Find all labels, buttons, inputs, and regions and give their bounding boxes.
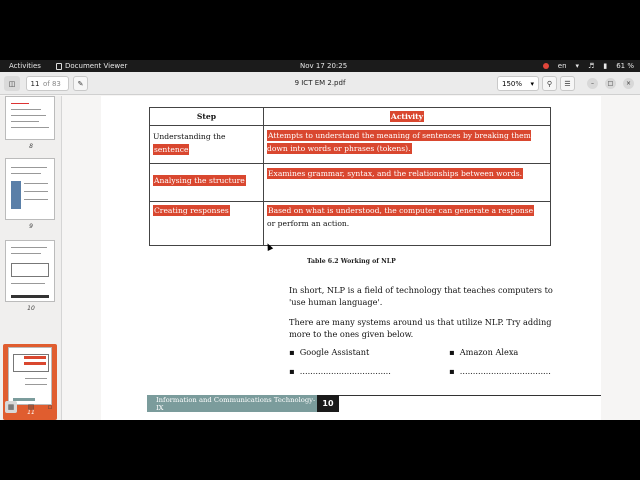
outline-view-button[interactable] [25, 401, 37, 413]
table-row [150, 202, 551, 246]
search-icon: ⚲ [546, 79, 553, 88]
grid-icon: ▦ [7, 403, 15, 411]
language-indicator[interactable]: en [557, 62, 567, 70]
page-footer: Information and Communications Technology-IX [147, 395, 317, 412]
activity-highlight: Examines grammar, syntax, and the relationships between words. [268, 169, 523, 178]
page-thumbnail-10[interactable] [5, 240, 55, 302]
table-caption: Table 6.2 Working of NLP [307, 258, 396, 265]
battery-icon: ▮ [603, 62, 608, 70]
table-cell [150, 202, 264, 246]
app-name: Document Viewer [65, 62, 128, 70]
search-button[interactable] [542, 76, 557, 91]
main-menu-button[interactable] [560, 76, 575, 91]
table-row [150, 164, 551, 202]
table-cell [150, 126, 264, 164]
activity-highlight: Attempts to understand the meaning of sentences by breaking them down into words or phrases (tokens). [267, 131, 531, 153]
hamburger-menu-icon: ☰ [564, 79, 571, 88]
page-thumbnail-8[interactable] [5, 96, 55, 140]
step-highlight: Analysing the structure [154, 176, 245, 185]
document-title: 9 ICT EM 2.pdf [294, 79, 346, 87]
nlp-table [149, 107, 551, 246]
page-number-badge: 10 [317, 395, 339, 412]
document-viewer-icon [56, 63, 62, 70]
activities-button[interactable]: Activities [9, 62, 41, 70]
bookmark-icon: ▫ [47, 403, 53, 411]
paragraph: In short, NLP is a field of technology that teaches computers to 'use human language'. [289, 285, 553, 307]
document-viewer-window [0, 72, 640, 420]
recording-indicator-icon [543, 63, 549, 69]
column-header-activity-text: Activity [390, 112, 424, 121]
thumbnail-label: 9 [29, 223, 33, 230]
list-item: ▪ Amazon Alexa [449, 347, 519, 357]
system-tray[interactable] [543, 62, 634, 70]
thumbnail-label: 11 [27, 409, 35, 416]
table-cell [150, 164, 264, 202]
paragraph: There are many systems around us that utilize NLP. Try adding more to the ones given below. [289, 317, 552, 339]
step-text: Understanding the [153, 132, 226, 141]
zoom-value: 150% [502, 79, 523, 88]
footer-rule [339, 395, 601, 396]
column-header-activity [264, 108, 551, 126]
clock[interactable]: Nov 17 20:25 [300, 62, 348, 70]
volume-icon: ♬ [588, 62, 595, 70]
maximize-icon: □ [607, 80, 614, 87]
step-highlight: Creating responses [154, 206, 229, 215]
close-icon: × [625, 80, 632, 87]
thumbnails-view-button[interactable] [5, 401, 17, 413]
header-bar [0, 72, 640, 95]
app-menu[interactable] [56, 62, 127, 70]
bullet-text: ................................... [299, 366, 391, 376]
activity-text: or perform an action. [267, 219, 350, 228]
activity-highlight: Based on what is understood, the computer can generate a response [268, 206, 534, 215]
zoom-select[interactable] [497, 76, 539, 91]
step-highlight: sentence [154, 145, 189, 154]
thumbnail-label: 8 [29, 143, 33, 150]
table-header-row [150, 108, 551, 126]
list-item: ▪ ................................... [289, 366, 391, 376]
column-header-step: Step [150, 108, 264, 126]
pencil-icon: ✎ [77, 79, 84, 88]
list-item: ▪ ................................... [449, 366, 551, 376]
bullet-text: Google Assistant [299, 347, 370, 357]
list-item: ▪ Google Assistant [289, 347, 370, 357]
outline-icon: ▤ [27, 403, 35, 411]
minimize-button[interactable] [587, 78, 598, 89]
table-cell [264, 164, 551, 202]
page-thumbnail-9[interactable] [5, 158, 55, 220]
bookmarks-view-button[interactable] [44, 401, 56, 413]
current-page-input[interactable]: 11 [30, 79, 40, 88]
maximize-button[interactable] [605, 78, 616, 89]
table-cell [264, 126, 551, 164]
pdf-page [101, 96, 601, 420]
bullet-text: Amazon Alexa [459, 347, 519, 357]
document-area[interactable] [63, 96, 640, 420]
thumbnail-sidebar [0, 96, 62, 420]
chevron-down-icon: ▾ [530, 79, 534, 88]
sidebar-icon: ◫ [8, 79, 16, 88]
minimize-icon: – [591, 80, 594, 87]
battery-percent: 61 % [616, 62, 634, 70]
page-thumbnail-11[interactable] [8, 347, 52, 405]
page-total: of 83 [43, 79, 61, 88]
thumbnail-label: 10 [27, 305, 35, 312]
gnome-top-bar [0, 60, 640, 72]
wifi-icon: ▾ [575, 62, 580, 70]
table-row [150, 126, 551, 164]
close-button[interactable] [623, 78, 634, 89]
table-cell [264, 202, 551, 246]
bullet-text: ................................... [459, 366, 551, 376]
